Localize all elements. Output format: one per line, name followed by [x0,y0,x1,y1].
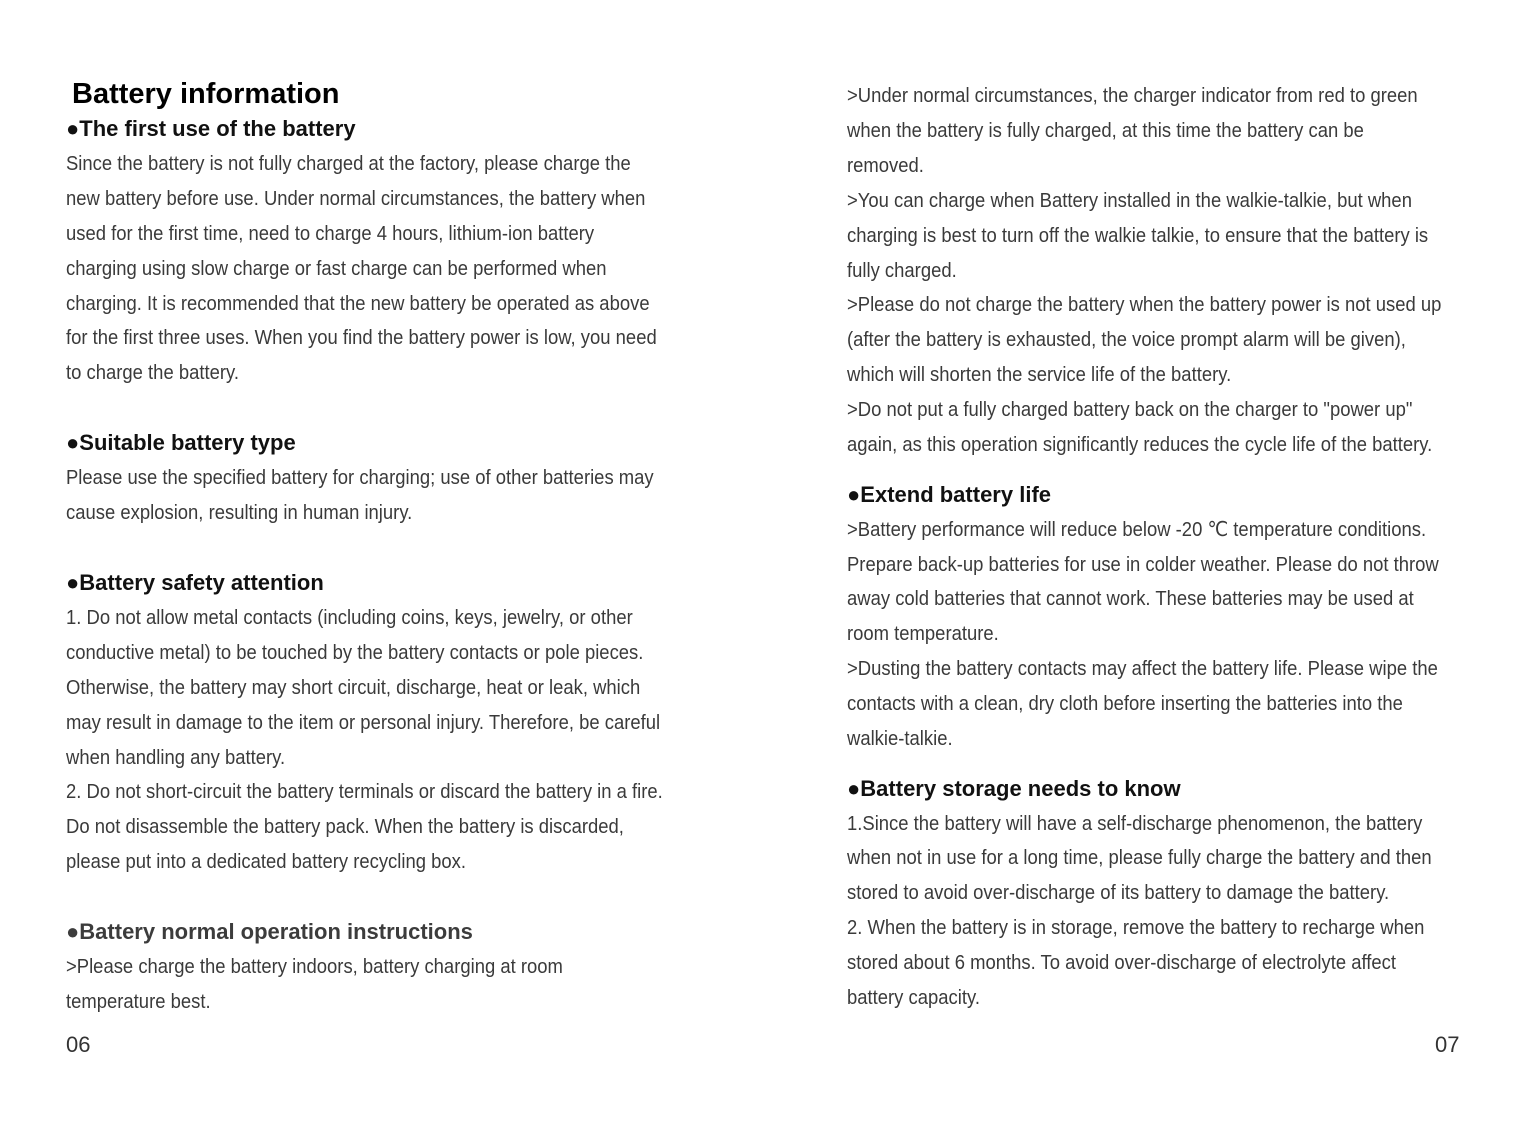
text-line: (after the battery is exhausted, the voice prompt alarm will be given), [847,328,1406,351]
text-line: cause explosion, resulting in human injury. [66,501,413,524]
text-line: to charge the battery. [66,361,239,384]
text-line: >Please charge the battery indoors, battery charging at room [66,955,563,978]
text-line: >Do not put a fully charged battery back on the charger to "power up" [847,398,1413,421]
text-line: please put into a dedicated battery recycling box. [66,850,467,873]
text-line: 1. Do not allow metal contacts (including coins, keys, jewelry, or other [66,606,633,629]
text-line: 1.Since the battery will have a self-discharge phenomenon, the battery [847,812,1423,835]
text-line: >Dusting the battery contacts may affect the battery life. Please wipe the [847,657,1438,680]
text-line: again, as this operation significantly reduces the cycle life of the battery. [847,433,1433,456]
text-line: fully charged. [847,259,957,282]
text-line: >Please do not charge the battery when the battery power is not used up [847,293,1442,316]
text-line: room temperature. [847,622,999,645]
heading-extend-life: ●Extend battery life [847,482,1052,507]
text-line: conductive metal) to be touched by the battery contacts or pole pieces. [66,641,644,664]
text-line: contacts with a clean, dry cloth before inserting the batteries into the [847,692,1403,715]
heading-suitable-type: ●Suitable battery type [66,430,296,455]
heading-safety: ●Battery safety attention [66,570,324,595]
text-line: charging. It is recommended that the new battery be operated as above [66,292,650,315]
text-line: charging using slow charge or fast charge can be performed when [66,257,607,280]
text-line: for the first three uses. When you find the battery power is low, you need [66,326,657,349]
text-line: Since the battery is not fully charged at the factory, please charge the [66,152,631,175]
text-line: >Under normal circumstances, the charger indicator from red to green [847,84,1418,107]
text-line: away cold batteries that cannot work. These batteries may be used at [847,587,1414,610]
text-line: Do not disassemble the battery pack. When the battery is discarded, [66,815,624,838]
text-line: temperature best. [66,990,211,1013]
heading-normal-operation: ●Battery normal operation instructions [66,919,473,944]
page-number-left: 06 [66,1032,91,1057]
text-line: may result in damage to the item or personal injury. Therefore, be careful [66,711,661,734]
text-line: when not in use for a long time, please fully charge the battery and then [847,846,1432,869]
text-line: Prepare back-up batteries for use in colder weather. Please do not throw [847,553,1439,576]
text-line: Please use the specified battery for charging; use of other batteries may [66,466,654,489]
text-line: new battery before use. Under normal circumstances, the battery when [66,187,646,210]
text-line: Otherwise, the battery may short circuit, discharge, heat or leak, which [66,676,641,699]
text-line: removed. [847,154,924,177]
text-line: used for the first time, need to charge 4 hours, lithium-ion battery [66,222,595,245]
page-title: Battery information [72,78,340,110]
text-line: walkie-talkie. [847,727,953,750]
text-line: 2. Do not short-circuit the battery terminals or discard the battery in a fire. [66,780,663,803]
text-line: >Battery performance will reduce below -20 ℃ temperature conditions. [847,518,1427,541]
text-line: >You can charge when Battery installed in the walkie-talkie, but when [847,189,1412,212]
heading-storage: ●Battery storage needs to know [847,776,1181,801]
page-number-right: 07 [1435,1032,1460,1057]
heading-first-use: ●The first use of the battery [66,116,356,141]
text-line: when handling any battery. [66,746,286,769]
text-line: stored to avoid over-discharge of its battery to damage the battery. [847,881,1390,904]
text-line: when the battery is fully charged, at this time the battery can be [847,119,1364,142]
text-line: battery capacity. [847,986,980,1009]
text-line: charging is best to turn off the walkie talkie, to ensure that the battery is [847,224,1429,247]
text-line: 2. When the battery is in storage, remove the battery to recharge when [847,916,1425,939]
text-line: stored about 6 months. To avoid over-discharge of electrolyte affect [847,951,1397,974]
text-line: which will shorten the service life of the battery. [847,363,1232,386]
